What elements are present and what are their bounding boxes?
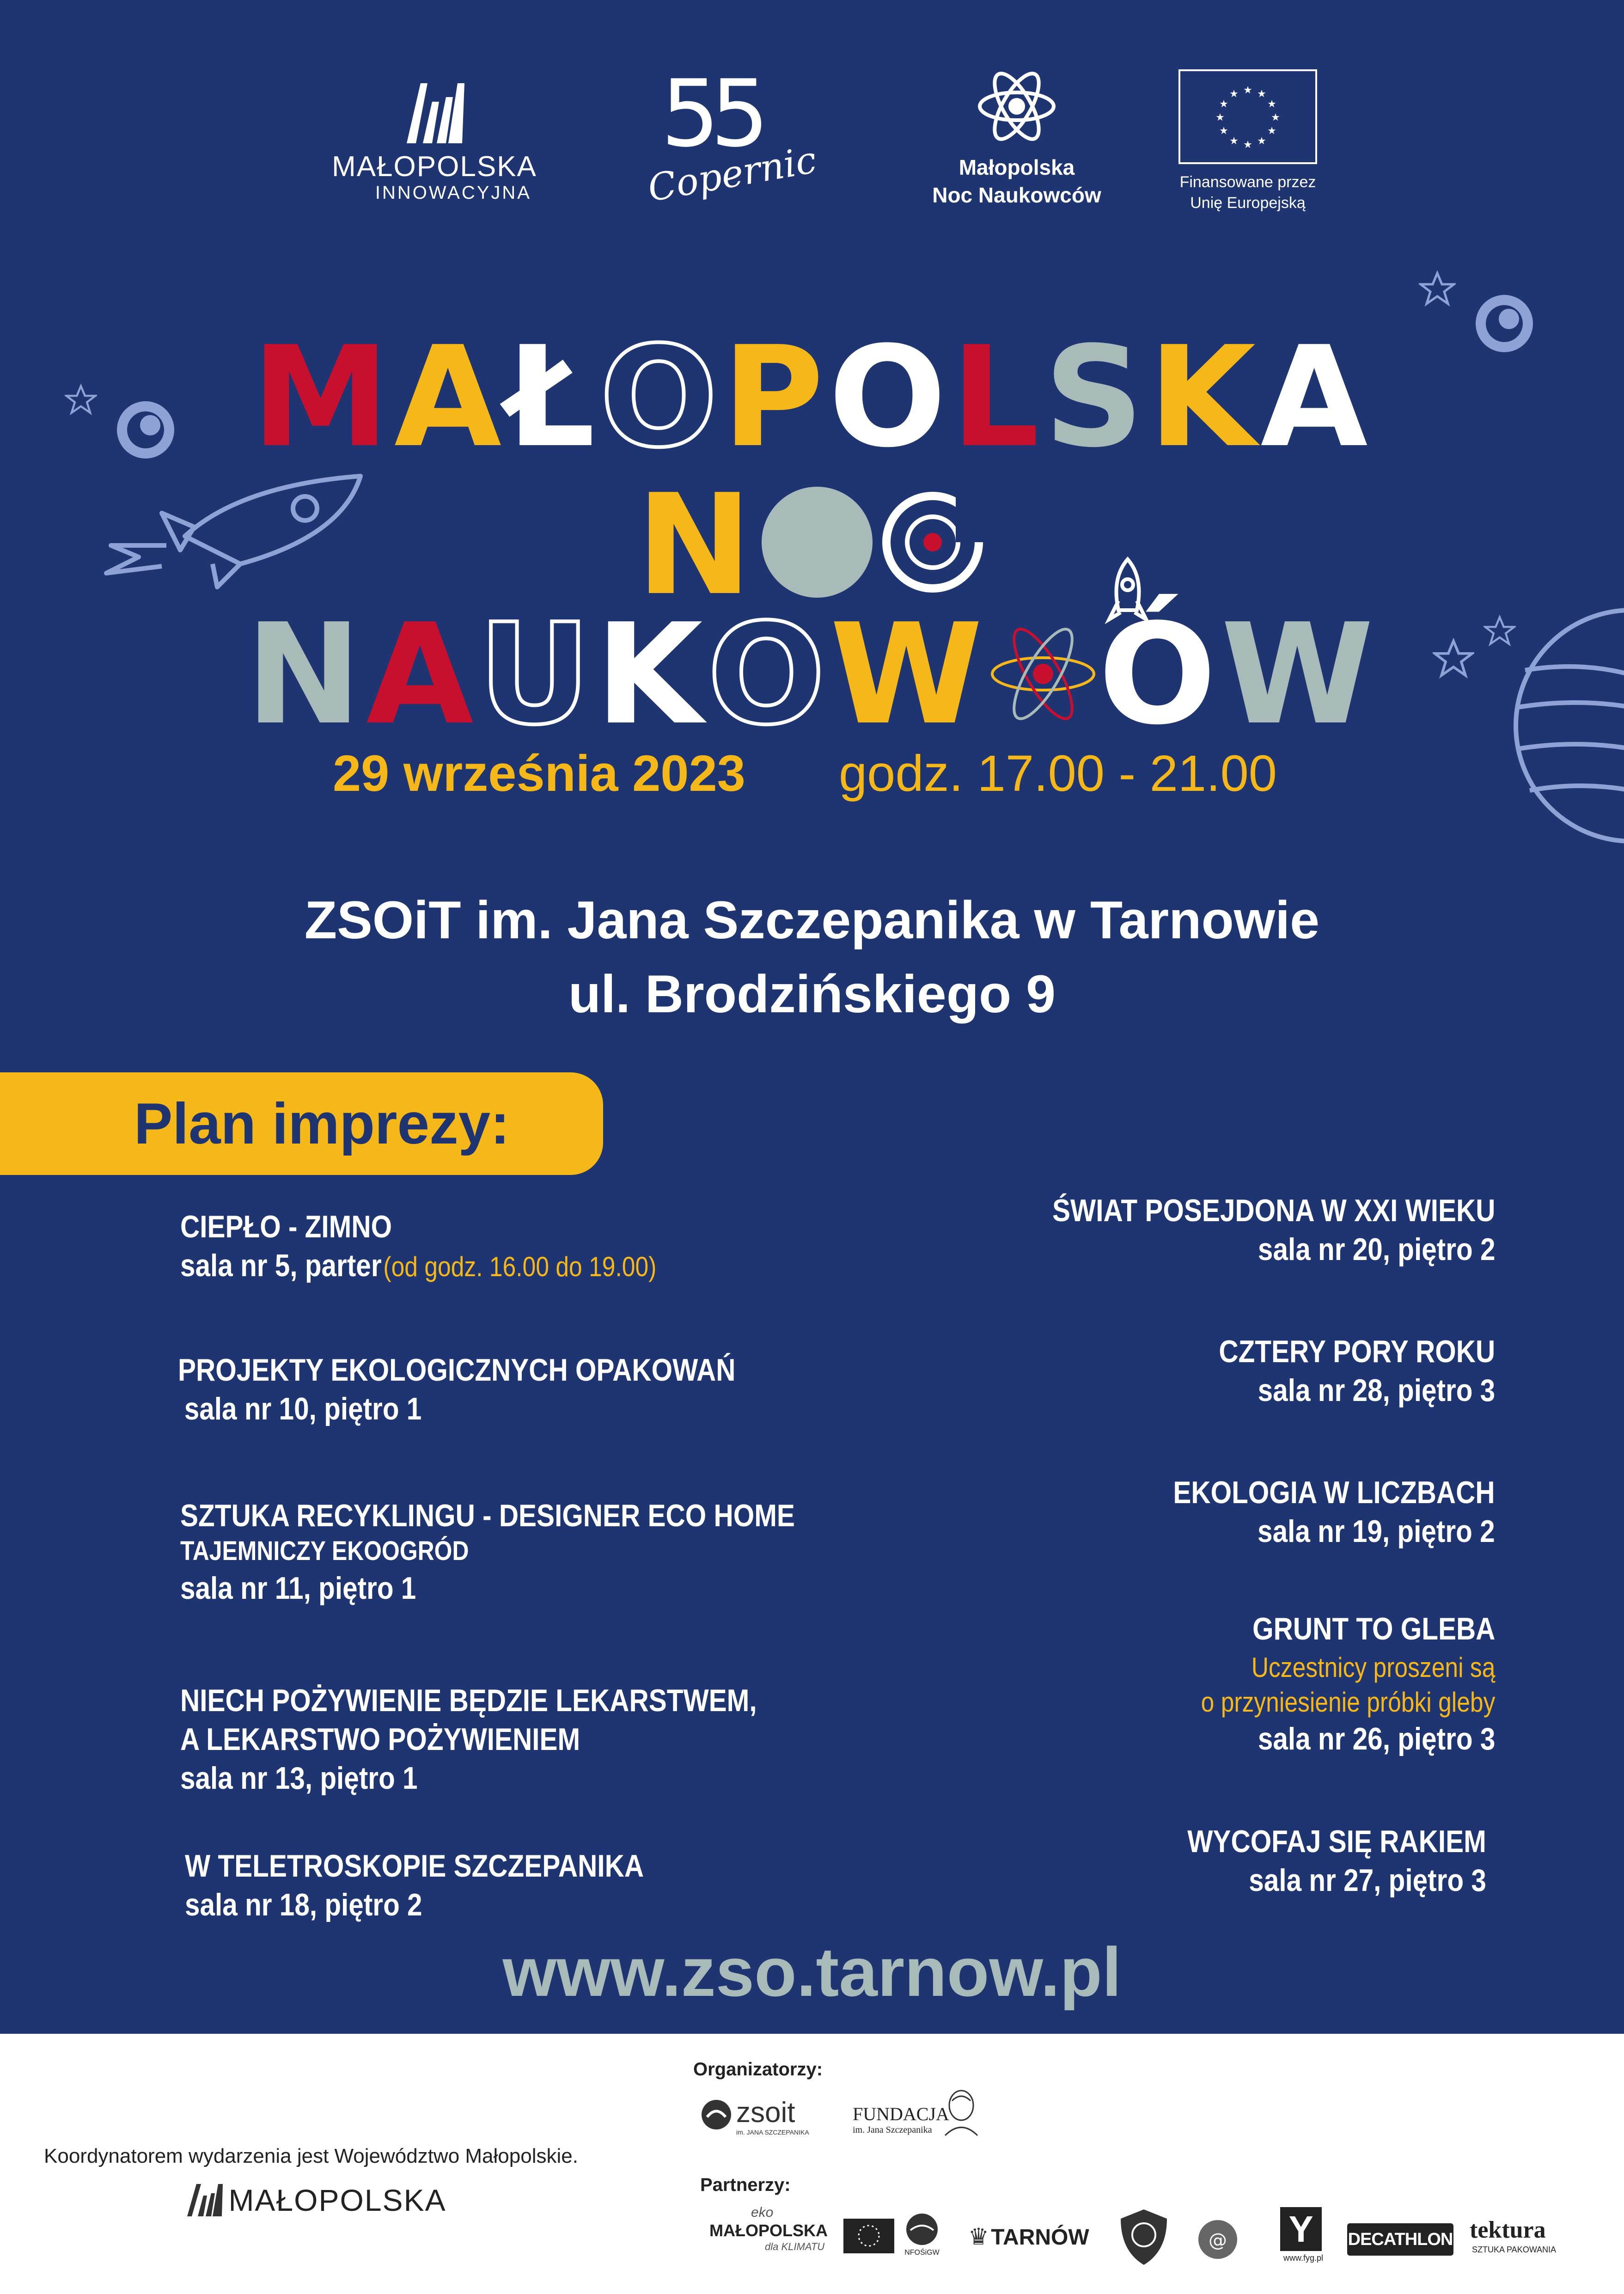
event-left-3 <box>180 1498 895 1606</box>
partner-eko-bottom: dla KLIMATU <box>765 2241 825 2252</box>
event-room: sala nr 20, piętro 2 <box>1258 1232 1495 1267</box>
event-left-5 <box>185 1848 719 1923</box>
plan-label: Plan imprezy: <box>134 1092 510 1156</box>
title-letter: K <box>1148 317 1261 478</box>
title-line-1 <box>0 317 1624 478</box>
mnn-logo <box>878 69 1155 217</box>
event-room: sala nr 13, piętro 1 <box>180 1761 418 1796</box>
website-link[interactable]: www.zso.tarnow.pl <box>502 1933 1122 2011</box>
svg-text:★: ★ <box>1215 112 1225 123</box>
partners-label: Partnerzy: <box>700 2175 791 2195</box>
title-letter: M <box>251 317 394 478</box>
mnn-logo-line1: Małopolska <box>959 155 1075 179</box>
event-room: sala nr 5, parter <box>180 1248 382 1283</box>
tarnow-crown-icon: ♛ <box>968 2224 989 2250</box>
footer-malopolska-text: MAŁOPOLSKA <box>228 2183 446 2217</box>
org-zsoit-sub: im. JANA SZCZEPANIKA <box>736 2129 809 2136</box>
event-date: 29 września 2023 <box>333 745 745 802</box>
event-title: W TELETROSKOPIE SZCZEPANIKA <box>185 1848 644 1884</box>
malopolska-m-icon <box>185 2182 226 2219</box>
event-title: CIEPŁO - ZIMNO <box>180 1209 392 1244</box>
partner-fyg-text: www.fyg.pl <box>1283 2253 1324 2263</box>
title-letter: O <box>828 317 951 478</box>
venue-line-1: ZSOiT im. Jana Szczepanika w Tarnowie <box>304 891 1320 950</box>
star-icon <box>1419 270 1456 307</box>
partner-tektura-sub: SZTUKA PAKOWANIA <box>1472 2245 1557 2254</box>
event-right-1 <box>980 1193 1496 1267</box>
event-time: godz. 17.00 - 21.00 <box>839 745 1277 802</box>
title-letter: W <box>1221 594 1379 755</box>
svg-text:★: ★ <box>1243 139 1252 151</box>
event-title: CZTERY PORY ROKU <box>1219 1334 1495 1369</box>
zsoit-hands-icon <box>700 2098 733 2131</box>
partner-fyg-logo <box>1276 2207 1331 2267</box>
event-title: ŚWIAT POSEJDONA W XXI WIEKU <box>1052 1193 1495 1228</box>
title-letter: Ł <box>506 317 600 478</box>
partner-shield-logo <box>1116 2207 1172 2267</box>
malopolska-innowacyjna-line1: MAŁOPOLSKA <box>332 151 537 183</box>
title-letter: N <box>636 465 757 626</box>
org-zsoit-text: zsoit <box>736 2097 795 2129</box>
event-right-5 <box>1139 1823 1486 1898</box>
partner-eko-top: eko <box>751 2205 774 2220</box>
title-letter: O <box>599 317 722 478</box>
plan-label-pill <box>0 1072 603 1175</box>
event-title: EKOLOGIA W LICZBACH <box>1173 1475 1495 1510</box>
title-letter: A <box>1260 317 1373 478</box>
org-fundacja-sub: im. Jana Szczepanika <box>853 2125 932 2135</box>
partner-decathlon-text: DECATHLON <box>1348 2230 1453 2249</box>
partner-tektura-text: tektura <box>1470 2217 1546 2243</box>
event-room: sala nr 28, piętro 3 <box>1258 1373 1495 1408</box>
event-left-2 <box>178 1352 826 1427</box>
copernicus-55-logo <box>633 60 820 226</box>
event-title: WYCOFAJ SIĘ RAKIEM <box>1187 1824 1486 1859</box>
title-letter: S <box>1044 317 1148 478</box>
malopolska-innowacyjna-logo <box>314 69 555 208</box>
footer <box>0 2034 1624 2294</box>
svg-text:★: ★ <box>1229 88 1239 100</box>
partner-tektura-logo <box>1470 2216 1590 2263</box>
event-note: Uczestnicy proszeni są <box>1251 1652 1495 1683</box>
title-line-3 <box>0 594 1624 755</box>
coordinator-text: Koordynatorem wydarzenia jest Województwo Małopolskie. <box>44 2145 578 2167</box>
svg-text:★: ★ <box>1219 125 1228 137</box>
event-title: SZTUKA RECYKLINGU - DESIGNER ECO HOME <box>180 1498 795 1533</box>
partner-life-logo <box>843 2219 894 2253</box>
atom-c-icon <box>988 606 1099 721</box>
title-letter: W <box>830 594 988 755</box>
event-title: PROJEKTY EKOLOGICZNYCH OPAKOWAŃ <box>178 1352 736 1388</box>
copernicus-script: Copernic <box>644 138 820 210</box>
org-zsoit-logo <box>700 2094 811 2140</box>
eu-stars-icon <box>1180 71 1315 162</box>
event-room: sala nr 18, piętro 2 <box>185 1887 422 1922</box>
event-right-3 <box>1121 1474 1495 1549</box>
event-left-4 <box>180 1682 851 1796</box>
partner-nfosigw-text: NFOŚiGW <box>904 2249 940 2257</box>
title-letter: K <box>595 594 708 755</box>
event-title: NIECH POŻYWIENIE BĘDZIE LEKARSTWEM, <box>180 1683 757 1718</box>
partner-decathlon-logo <box>1347 2223 1453 2256</box>
title-letter: A <box>394 317 507 478</box>
eu-logo <box>1169 69 1326 217</box>
title-letter: A <box>366 594 478 755</box>
svg-text:@: @ <box>1209 2230 1227 2251</box>
orbit-c-icon <box>877 476 988 587</box>
partner-eko-malopolska-logo <box>709 2205 834 2256</box>
title-letter: U <box>478 594 596 755</box>
fyg-y-icon: Y <box>1280 2207 1322 2251</box>
event-room: sala nr 10, piętro 1 <box>184 1391 422 1426</box>
event-note: o przyniesienie próbki gleby <box>1201 1687 1495 1718</box>
atom-icon <box>878 69 1155 148</box>
svg-text:★: ★ <box>1257 135 1266 147</box>
nfosigw-globe-icon <box>901 2212 943 2246</box>
mnn-logo-line2: Noc Naukowców <box>932 183 1101 207</box>
event-room: sala nr 27, piętro 3 <box>1249 1863 1486 1898</box>
svg-text:★: ★ <box>1229 135 1239 147</box>
copernicus-number: 55 <box>661 60 760 168</box>
venue-line-2: ul. Brodzińskiego 9 <box>568 965 1056 1024</box>
partner-miasta-logo <box>1178 2202 1257 2272</box>
title-letter: L <box>951 317 1044 478</box>
event-left-1 <box>180 1209 734 1284</box>
footer-malopolska-logo <box>185 2182 446 2228</box>
svg-text:★: ★ <box>1243 85 1252 96</box>
title-letter: O <box>707 594 830 755</box>
event-right-2 <box>1174 1334 1495 1408</box>
title-letter: Ó <box>1098 594 1221 755</box>
portrait-icon <box>940 2087 982 2138</box>
event-right-4 <box>1153 1611 1495 1757</box>
partner-eko-main: MAŁOPOLSKA <box>709 2221 828 2240</box>
eu-logo-line2: Unię Europejską <box>1190 194 1306 212</box>
org-fundacja-logo <box>850 2087 984 2142</box>
svg-text:★: ★ <box>1267 98 1276 110</box>
svg-text:★: ★ <box>1219 98 1228 110</box>
org-fundacja-text: FUNDACJA <box>853 2104 949 2124</box>
title-letter: P <box>722 317 829 478</box>
svg-text:★: ★ <box>1257 88 1266 100</box>
organizers-label: Organizatorzy: <box>693 2059 823 2080</box>
eu-logo-line1: Finansowane przez <box>1179 173 1316 191</box>
event-title: GRUNT TO GLEBA <box>1252 1611 1495 1646</box>
event-room: sala nr 11, piętro 1 <box>180 1571 416 1606</box>
partner-tarnow-text: TARNÓW <box>991 2225 1089 2250</box>
svg-text:★: ★ <box>1267 125 1276 137</box>
eu-stars-icon <box>843 2219 894 2253</box>
moon-icon <box>762 487 873 598</box>
event-title-continued: A LEKARSTWO POŻYWIENIEM <box>180 1722 580 1757</box>
event-note: (od godz. 16.00 do 19.00) <box>383 1251 657 1282</box>
event-room: sala nr 19, piętro 2 <box>1258 1514 1495 1549</box>
malopolska-innowacyjna-line2: INNOWACYJNA <box>375 183 531 203</box>
event-subtitle: TAJEMNICZY EKOOGRÓD <box>180 1536 469 1566</box>
malopolska-m-icon <box>314 69 555 148</box>
event-room: sala nr 26, piętro 3 <box>1258 1721 1495 1756</box>
svg-text:★: ★ <box>1271 112 1280 123</box>
partner-nfosigw-logo <box>901 2212 943 2263</box>
eu-flag <box>1178 69 1317 164</box>
event-room-line <box>180 1248 656 1284</box>
partner-tarnow-logo <box>968 2223 1098 2256</box>
title-letter: N <box>245 594 366 755</box>
